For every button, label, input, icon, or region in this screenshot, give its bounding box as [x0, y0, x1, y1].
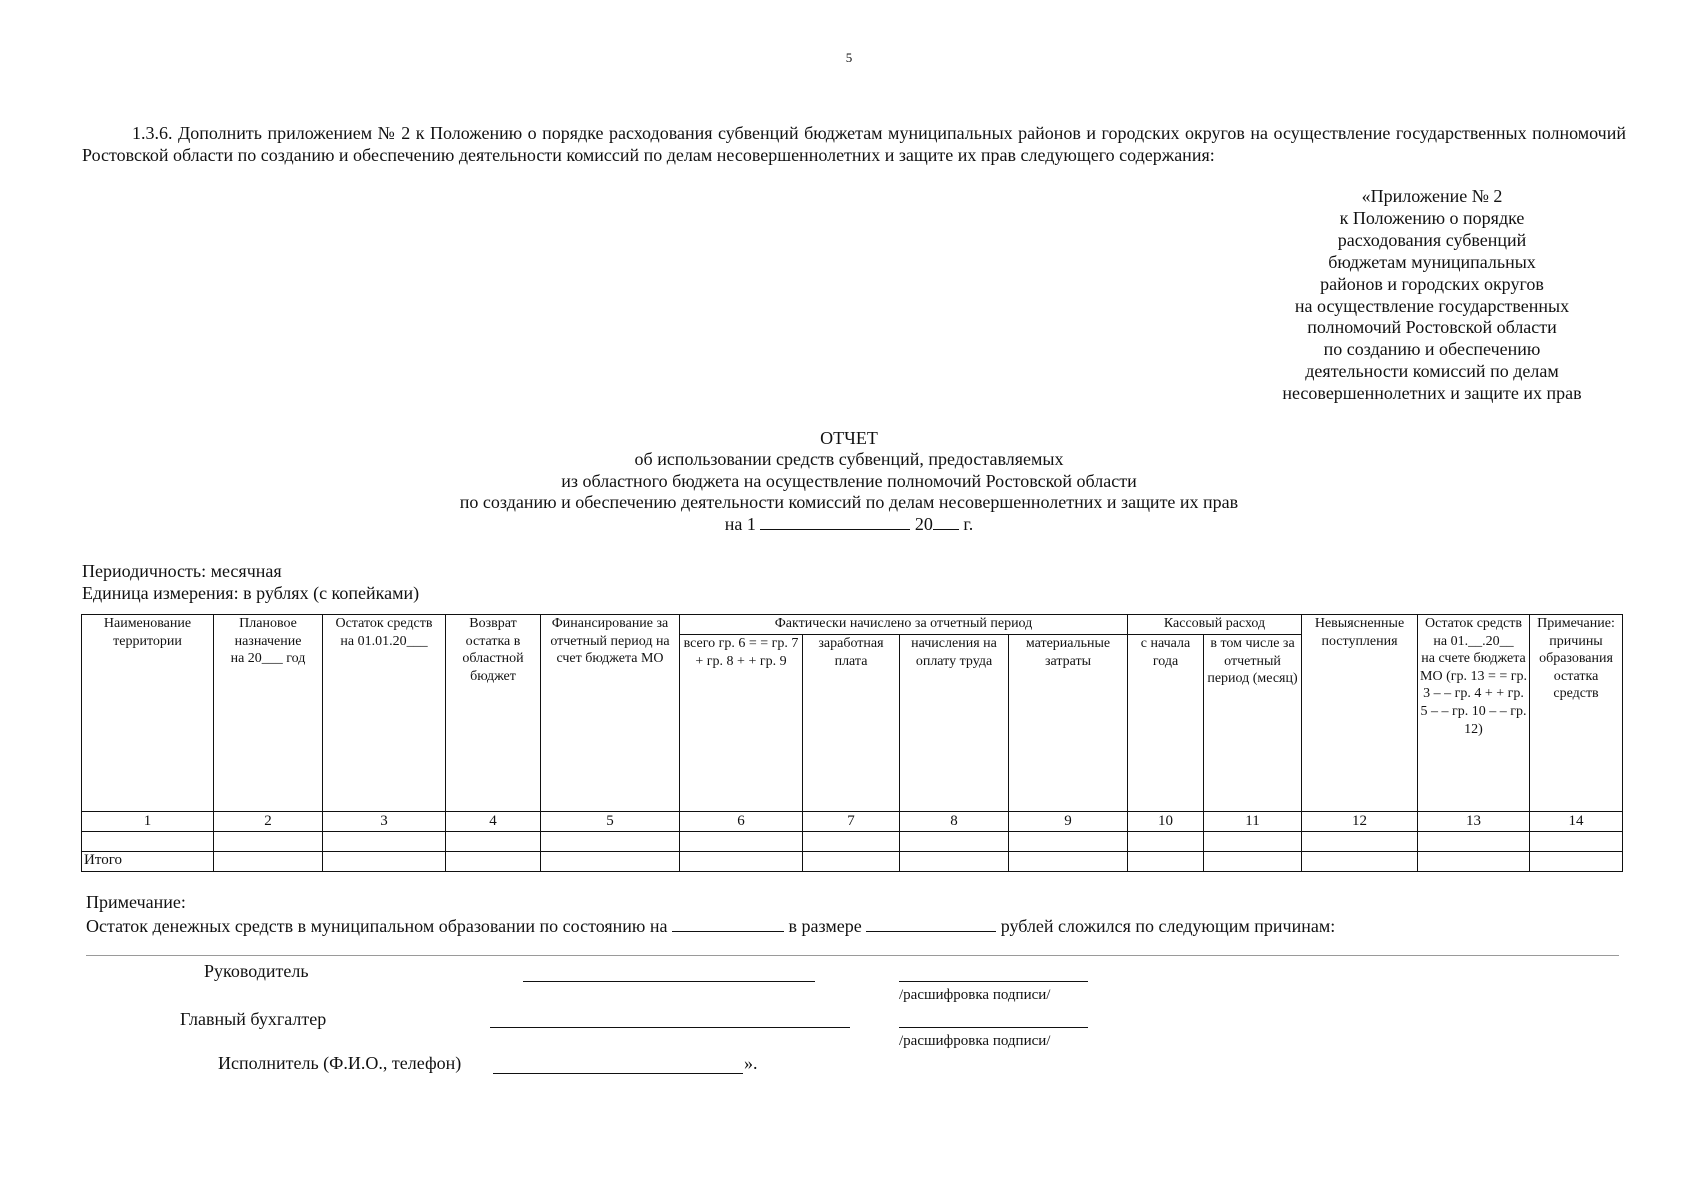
table-cell[interactable]	[1418, 832, 1530, 852]
appendix-line: деятельности комиссий по делам	[1305, 361, 1559, 382]
intro-paragraph	[82, 122, 1626, 166]
table-cell[interactable]	[1530, 832, 1623, 852]
column-number: 10	[1128, 812, 1204, 832]
accountant-signature-line[interactable]	[490, 1027, 850, 1028]
column-number: 13	[1418, 812, 1530, 832]
column-number-row	[82, 812, 1623, 832]
appendix-line: на осуществление государственных	[1294, 295, 1570, 316]
table-cell[interactable]	[541, 852, 680, 872]
table-cell[interactable]	[1302, 852, 1418, 872]
report-date-suffix: г.	[963, 513, 974, 534]
column-number: 3	[323, 812, 446, 832]
col-header-territory: Наименование территории	[82, 615, 214, 812]
table-cell[interactable]	[1302, 832, 1418, 852]
appendix-line: расходования субвенций	[1337, 229, 1527, 250]
column-number: 6	[680, 812, 803, 832]
table-cell[interactable]	[1128, 852, 1204, 872]
column-number: 8	[900, 812, 1009, 832]
column-number: 7	[803, 812, 900, 832]
group-header-accrued: Фактически начислено за отчетный период	[680, 615, 1128, 635]
table-cell[interactable]	[803, 832, 900, 852]
table-cell[interactable]	[323, 852, 446, 872]
note-section	[86, 890, 1335, 938]
accountant-label: Главный бухгалтер	[180, 1009, 327, 1029]
executor-line[interactable]	[493, 1073, 743, 1074]
report-subtitle-line: об использовании средств субвенций, предоставляемых	[634, 449, 1064, 470]
column-number: 14	[1530, 812, 1623, 832]
col-header-balance: Остаток средств на 01.__.20__ на счете бюджета МО (гр. 13 = = гр. 3 – – гр. 4 + + гр. 5 – – гр. 10 – – гр. 12)	[1418, 615, 1530, 812]
appendix-line: к Положению о порядке	[1339, 207, 1525, 228]
col-header-return: Возврат остатка в областной бюджет	[446, 615, 541, 812]
table-cell[interactable]	[1009, 852, 1128, 872]
column-number: 9	[1009, 812, 1128, 832]
report-subtitle-line: из областного бюджета на осуществление полномочий Ростовской области	[561, 470, 1137, 491]
column-number: 4	[446, 812, 541, 832]
column-number: 12	[1302, 812, 1418, 832]
col-header-total: всего гр. 6 = = гр. 7 + гр. 8 + + гр. 9	[680, 635, 803, 812]
report-date-line	[0, 514, 1698, 535]
report-subtitle-line: по созданию и обеспечению деятельности комиссий по делам несовершеннолетних и защите их прав	[459, 492, 1239, 513]
table-cell[interactable]	[446, 852, 541, 872]
report-date-year: 20	[914, 513, 933, 534]
appendix-line: по созданию и обеспечению	[1323, 339, 1541, 360]
column-number: 1	[82, 812, 214, 832]
table-row-empty	[82, 832, 1623, 852]
appendix-line: полномочий Ростовской области	[1307, 317, 1557, 338]
col-header-material-costs: материальные затраты	[1009, 635, 1128, 812]
appendix-line: районов и городских округов	[1320, 273, 1544, 294]
accountant-decode-line[interactable]	[899, 1027, 1088, 1028]
report-date-prefix: на 1	[724, 513, 756, 534]
table-cell[interactable]	[900, 852, 1009, 872]
unit-text: Единица измерения: в рублях (с копейками)	[82, 583, 420, 603]
report-meta	[82, 560, 419, 604]
report-table	[81, 614, 1623, 872]
table-cell[interactable]	[680, 852, 803, 872]
executor-label: Исполнитель (Ф.И.О., телефон)	[218, 1053, 462, 1073]
appendix-line: «Приложение № 2	[1361, 186, 1503, 206]
column-number: 2	[214, 812, 323, 832]
accountant-decode-caption: /расшифровка подписи/	[899, 1033, 1051, 1049]
report-date-blank[interactable]	[760, 514, 910, 530]
col-header-note: Примечание: причины образования остатка средств	[1530, 615, 1623, 812]
table-cell[interactable]	[446, 832, 541, 852]
head-decode-line[interactable]	[899, 981, 1088, 982]
col-header-reporting-period: в том числе за отчетный период (месяц)	[1204, 635, 1302, 812]
appendix-line: бюджетам муниципальных	[1328, 251, 1536, 272]
report-heading	[0, 428, 1698, 535]
table-cell[interactable]	[1530, 852, 1623, 872]
head-label: Руководитель	[204, 961, 309, 981]
col-header-financing: Финансирование за отчетный период на счет бюджета МО	[541, 615, 680, 812]
closing-quote: ».	[744, 1053, 758, 1073]
table-cell[interactable]	[1204, 852, 1302, 872]
column-number: 5	[541, 812, 680, 832]
report-title: ОТЧЕТ	[820, 428, 878, 448]
intro-text: 1.3.6. Дополнить приложением № 2 к Положению о порядке расходования субвенций бюджетам муниципальных районов и городских округов на осуществление государственных полномочий Ростовской области по созданию и обеспечению деятельности комиссий по делам несовершеннолетних и защите их прав следующего содержания:	[82, 123, 1626, 165]
appendix-header	[1250, 186, 1614, 405]
table-cell[interactable]	[1128, 832, 1204, 852]
note-amount-blank[interactable]	[866, 917, 996, 932]
column-number: 11	[1204, 812, 1302, 832]
table-cell[interactable]	[541, 832, 680, 852]
note-date-blank[interactable]	[672, 917, 784, 932]
periodicity-text: Периодичность: месячная	[82, 561, 282, 581]
report-year-blank[interactable]	[933, 514, 959, 530]
table-row-total	[82, 852, 1623, 872]
note-title: Примечание:	[86, 892, 186, 912]
table-cell[interactable]	[1009, 832, 1128, 852]
note-text: Остаток денежных средств в муниципальном образовании по состоянию на в размере рублей сложился по следующим причинам:	[86, 916, 1336, 936]
total-label: Итого	[82, 852, 214, 872]
table-cell[interactable]	[323, 832, 446, 852]
col-header-plan: Плановое назначение на 20___ год	[214, 615, 323, 812]
col-header-salary: заработная плата	[803, 635, 900, 812]
table-cell[interactable]	[214, 852, 323, 872]
col-header-payroll-charges: начисления на оплату труда	[900, 635, 1009, 812]
col-header-unidentified: Невыясненные поступления	[1302, 615, 1418, 812]
table-cell[interactable]	[803, 852, 900, 872]
table-cell[interactable]	[214, 832, 323, 852]
table-cell[interactable]	[680, 832, 803, 852]
head-decode-caption: /расшифровка подписи/	[899, 987, 1051, 1003]
col-header-remainder: Остаток средств на 01.01.20___	[323, 615, 446, 812]
group-header-cash: Кассовый расход	[1128, 615, 1302, 635]
table-cell[interactable]	[1418, 852, 1530, 872]
page-number: 5	[845, 50, 853, 65]
col-header-since-year-start: с начала года	[1128, 635, 1204, 812]
table-cell[interactable]	[1204, 832, 1302, 852]
separator-line	[86, 955, 1619, 956]
table-cell[interactable]	[82, 832, 214, 852]
head-signature-line[interactable]	[523, 981, 815, 982]
appendix-line: несовершеннолетних и защите их прав	[1282, 383, 1582, 404]
table-cell[interactable]	[900, 832, 1009, 852]
